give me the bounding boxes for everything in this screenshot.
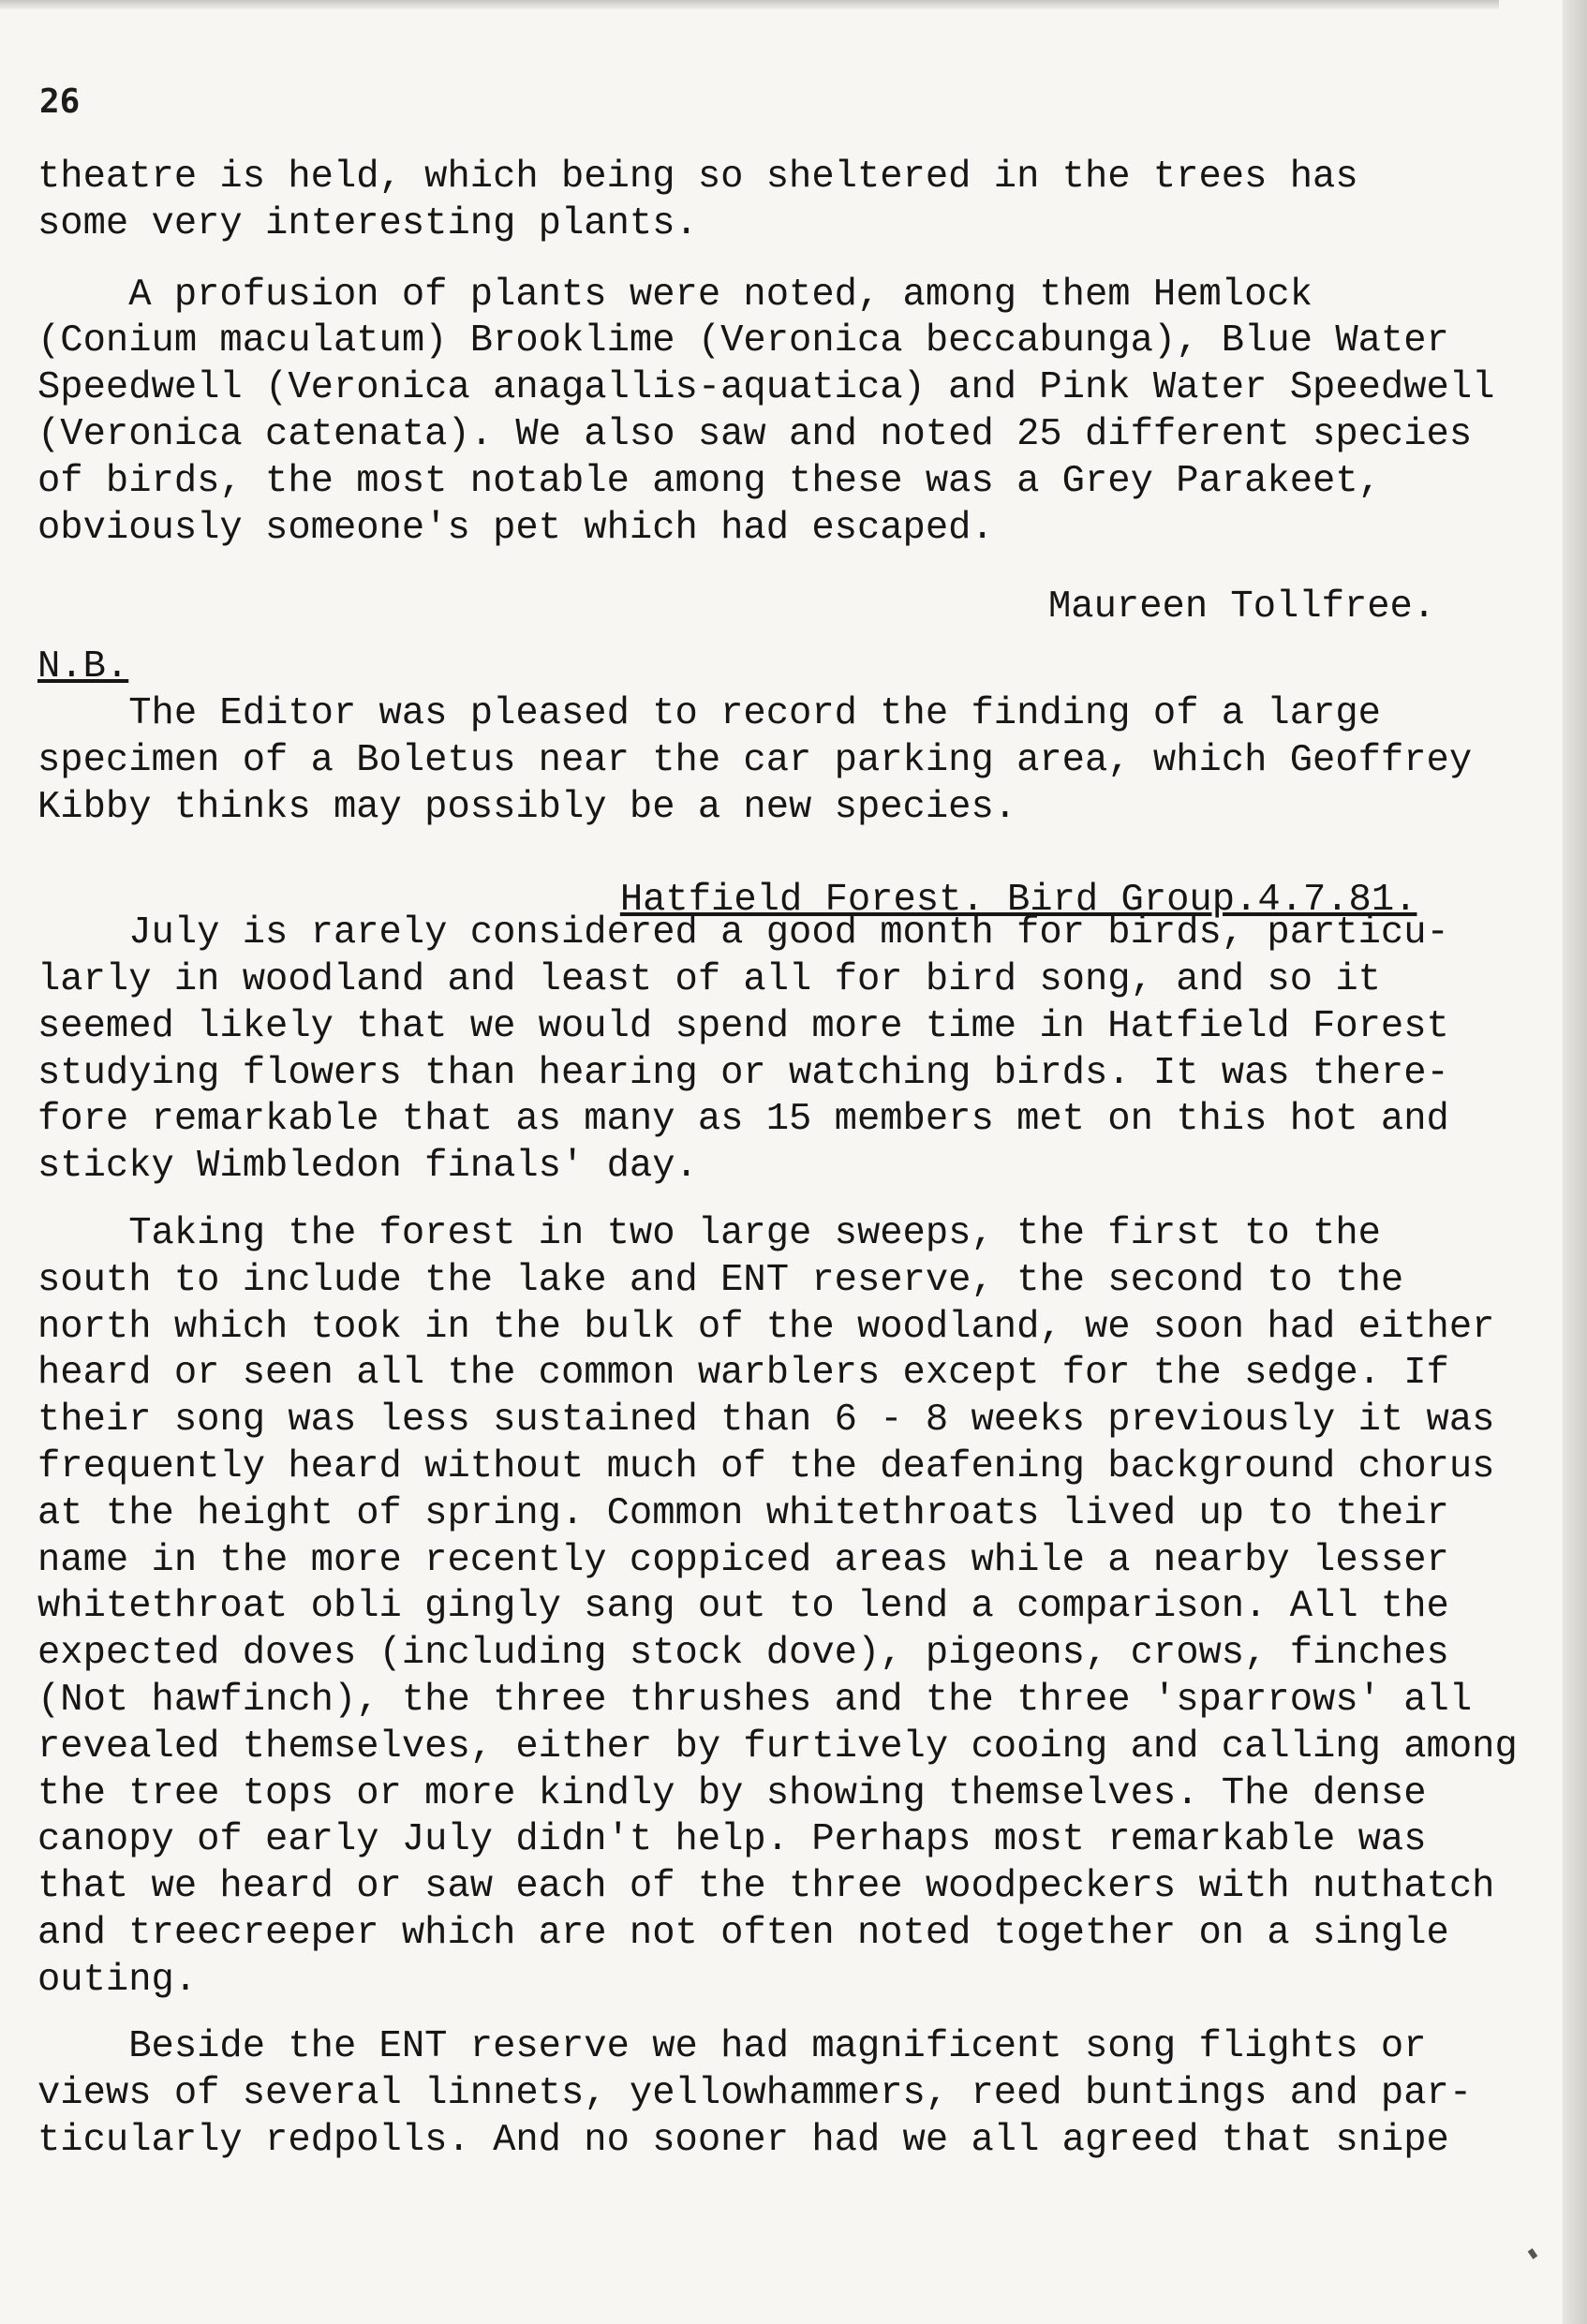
section-heading: Hatfield Forest. Bird Group.4.7.81. <box>619 879 1417 923</box>
text-line: south to include the lake and ENT reserve, the second to the <box>37 1258 1404 1302</box>
text-line: A profusion of plants were noted, among them Hemlock <box>37 273 1313 317</box>
text-line: (Veronica catenata). We also saw and noted 25 different species <box>37 412 1473 456</box>
page-top-edge <box>0 0 1499 9</box>
text-line: specimen of a Boletus near the car parking area, which Geoffrey <box>37 738 1473 782</box>
author-signature: Maureen Tollfree. <box>1048 585 1436 629</box>
text-line: that we heard or saw each of the three woodpeckers with nuthatch <box>37 1865 1495 1909</box>
text-line: sticky Wimbledon finals' day. <box>37 1145 698 1189</box>
text-line: (Not hawfinch), the three thrushes and the three 'sparrows' all <box>37 1678 1473 1722</box>
text-line: canopy of early July didn't help. Perhaps most remarkable was <box>37 1818 1427 1862</box>
text-line: theatre is held, which being so sheltered in the trees has <box>37 155 1358 199</box>
text-line: The Editor was pleased to record the finding of a large <box>37 691 1381 735</box>
text-line: revealed themselves, either by furtively cooing and calling among <box>37 1724 1518 1769</box>
note-label: N.B. <box>37 645 129 689</box>
text-line: fore remarkable that as many as 15 members met on this hot and <box>37 1098 1449 1142</box>
text-line: Beside the ENT reserve we had magnificent song flights or <box>37 2025 1427 2069</box>
text-line: July is rarely considered a good month for birds, particu- <box>37 911 1449 955</box>
page-number: 26 <box>39 82 81 121</box>
text-line: at the height of spring. Common whitethroats lived up to their <box>37 1491 1449 1535</box>
text-line: outing. <box>37 1958 198 2002</box>
text-line: of birds, the most notable among these was a Grey Parakeet, <box>37 459 1381 503</box>
text-line: studying flowers than hearing or watching birds. It was there- <box>37 1051 1449 1095</box>
page-right-edge <box>1563 0 1587 2324</box>
text-line: Kibby thinks may possibly be a new species. <box>37 785 1017 829</box>
text-line: their song was less sustained than 6 - 8 weeks previously it was <box>37 1399 1495 1443</box>
text-line: larly in woodland and least of all for bird song, and so it <box>37 957 1381 1001</box>
text-line: obviously someone's pet which had escaped. <box>37 506 994 550</box>
text-line: and treecreeper which are not often noted together on a single <box>37 1911 1449 1955</box>
scan-mark <box>1528 2248 1538 2259</box>
text-line: whitethroat obli gingly sang out to lend a comparison. All the <box>37 1585 1449 1629</box>
text-line: Taking the forest in two large sweeps, the first to the <box>37 1211 1381 1255</box>
text-line: Speedwell (Veronica anagallis-aquatica) and Pink Water Speedwell <box>37 366 1495 410</box>
text-line: north which took in the bulk of the woodland, we soon had either <box>37 1305 1495 1349</box>
text-line: expected doves (including stock dove), pigeons, crows, finches <box>37 1632 1449 1676</box>
text-line: frequently heard without much of the deafening background chorus <box>37 1444 1495 1488</box>
text-line: seemed likely that we would spend more time in Hatfield Forest <box>37 1004 1449 1048</box>
text-line: (Conium maculatum) Brooklime (Veronica beccabunga), Blue Water <box>37 319 1449 363</box>
text-line: views of several linnets, yellowhammers, reed buntings and par- <box>37 2072 1473 2116</box>
text-line: the tree tops or more kindly by showing themselves. The dense <box>37 1771 1427 1815</box>
text-line: heard or seen all the common warblers except for the sedge. If <box>37 1352 1449 1396</box>
text-line: some very interesting plants. <box>37 201 698 245</box>
text-line: ticularly redpolls. And no sooner had we all agreed that snipe <box>37 2119 1449 2163</box>
body-text <box>37 155 1555 2165</box>
text-line: name in the more recently coppiced areas while a nearby lesser <box>37 1538 1449 1582</box>
